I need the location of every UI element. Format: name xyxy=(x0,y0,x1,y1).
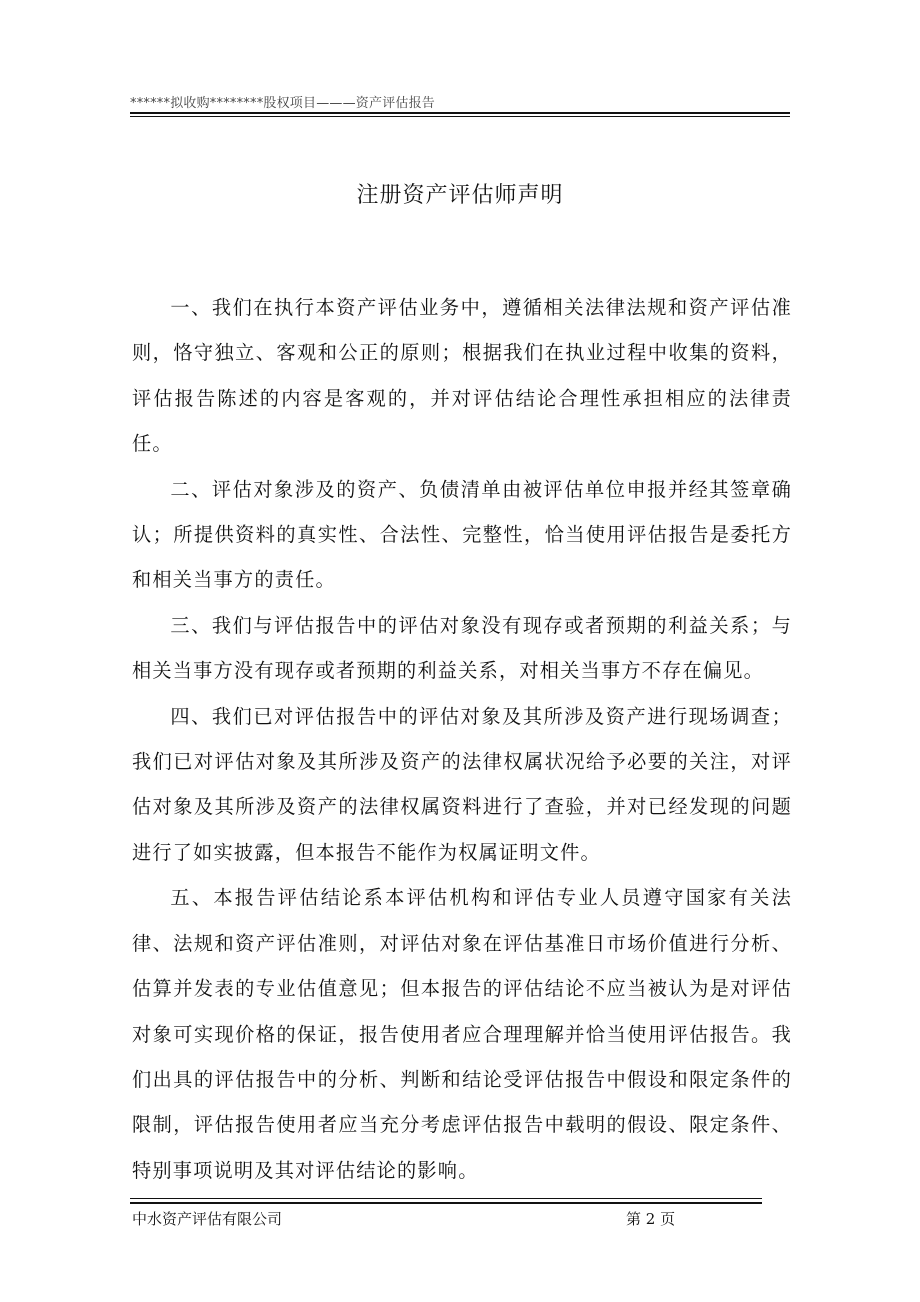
footer-rule-thin xyxy=(130,1198,762,1199)
paragraph-5: 五、本报告评估结论系本评估机构和评估专业人员遵守国家有关法律、法规和资产评估准则，对评估对象在评估基准日市场价值进行分析、估算并发表的专业估值意见；但本报告的评估结论不应当被认为是对评估对象可实现价格的保证，报告使用者应合理理解并恰当使用评估报告。我们出具的评估报告中的分析、判断和结论受评估报告中假设和限定条件的限制，评估报告使用者应当充分考虑评估报告中载明的假设、限定条件、特别事项说明及其对评估结论的影响。 xyxy=(132,886,792,1182)
paragraph-1: 一、我们在执行本资产评估业务中，遵循相关法律法规和资产评估准则，恪守独立、客观和公正的原则；根据我们在执业过程中收集的资料，评估报告陈述的内容是客观的，并对评估结论合理性承担相应的法律责任。 xyxy=(132,296,792,456)
page-title: 注册资产评估师声明 xyxy=(356,183,564,208)
header-rule-thin xyxy=(130,116,790,117)
footer-rule-thick xyxy=(130,1202,762,1204)
paragraph-3: 三、我们与评估报告中的评估对象没有现存或者预期的利益关系；与相关当事方没有现存或者预期的利益关系，对相关当事方不存在偏见。 xyxy=(132,613,792,683)
footer-page-number: 第 2 页 xyxy=(626,1210,676,1228)
header-rule-thick xyxy=(130,112,790,114)
running-header: ******拟收购********股权项目———资产评估报告 xyxy=(130,96,436,111)
paragraph-2: 二、评估对象涉及的资产、负债清单由被评估单位申报并经其签章确认；所提供资料的真实性、合法性、完整性，恰当使用评估报告是委托方和相关当事方的责任。 xyxy=(132,477,792,592)
statement-body xyxy=(132,285,792,1193)
footer-company: 中水资产评估有限公司 xyxy=(132,1210,283,1228)
paragraph-4: 四、我们已对评估报告中的评估对象及其所涉及资产进行现场调查；我们已对评估对象及其所涉及资产的法律权属状况给予必要的关注，对评估对象及其所涉及资产的法律权属资料进行了查验，并对已经发现的问题进行了如实披露，但本报告不能作为权属证明文件。 xyxy=(132,704,792,864)
